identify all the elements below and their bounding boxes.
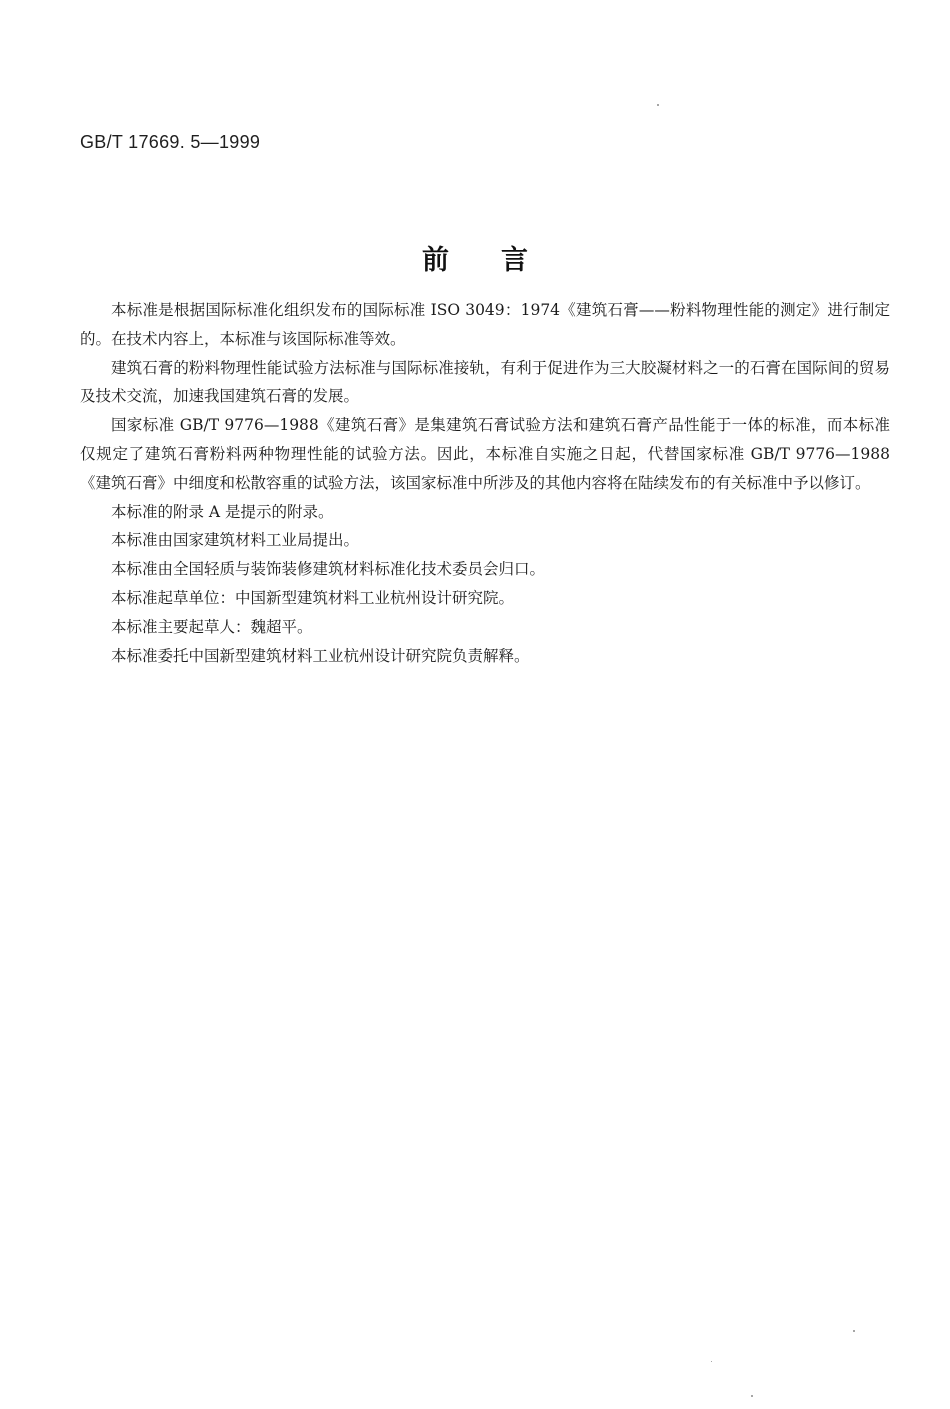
paragraph-replacement: 国家标准 GB/T 9776—1988《建筑石膏》是集建筑石膏试验方法和建筑石膏产品性能于一体的标准，而本标准仅规定了建筑石膏粉料两种物理性能的试验方法。因此，本标准自实施之日起，代替国家标准 GB/T 9776—1988《建筑石膏》中细度和松散容重的试验方法，该国家标准中所涉及的其他内容将在陆续发布的有关标准中予以修订。 [80,416,890,492]
section-heading: 前言 [422,245,580,276]
scan-speck [751,1395,753,1397]
scan-speck [711,1361,712,1362]
paragraph-basis: 本标准是根据国际标准化组织发布的国际标准 ISO 3049：1974《建筑石膏——粉料物理性能的测定》进行制定的。在技术内容上，本标准与该国际标准等效。 [80,301,890,348]
paragraph-committee: 本标准由全国轻质与装饰装修建筑材料标准化技术委员会归口。 [111,560,546,579]
paragraph-purpose: 建筑石膏的粉料物理性能试验方法标准与国际标准接轨，有利于促进作为三大胶凝材料之一的石膏在国际间的贸易及技术交流，加速我国建筑石膏的发展。 [80,358,890,406]
paragraph-drafting-unit: 本标准起草单位：中国新型建筑材料工业杭州设计研究院。 [111,588,515,607]
paragraph-proposer: 本标准由国家建筑材料工业局提出。 [111,531,360,550]
scan-speck [657,104,659,106]
paragraph-appendix: 本标准的附录 A 是提示的附录。 [111,502,334,521]
paragraph-drafter: 本标准主要起草人：魏超平。 [111,617,313,636]
standard-code: GB/T 17669. 5—1999 [80,132,261,152]
body-text [80,296,890,670]
paragraph-interpretation: 本标准委托中国新型建筑材料工业杭州设计研究院负责解释。 [111,646,530,665]
scan-speck [853,1330,855,1332]
